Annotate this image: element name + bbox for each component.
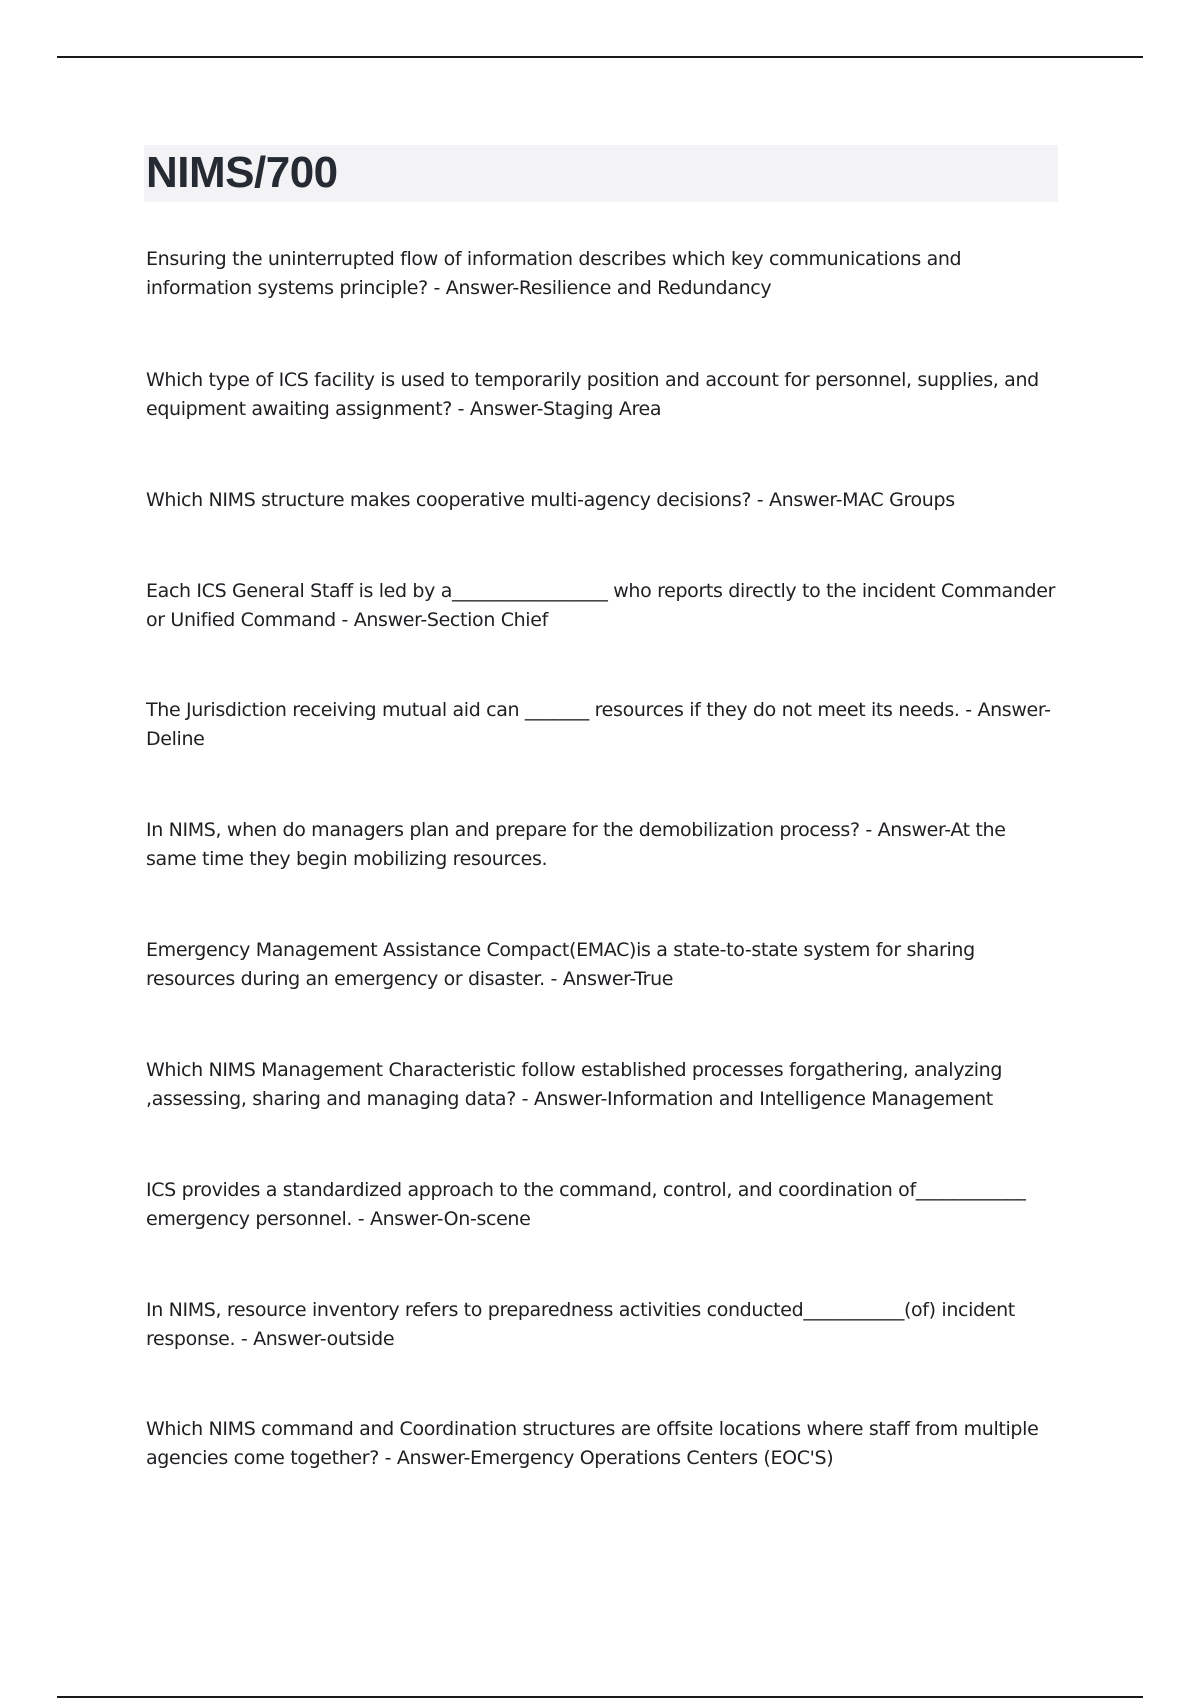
page-title: NIMS/700 [146, 148, 338, 197]
top-divider [57, 56, 1143, 58]
qa-item-5: The Jurisdiction receiving mutual aid can _______ resources if they do not meet its needs. - Answer-Deline [146, 699, 1051, 750]
qa-item-2: Which type of ICS facility is used to temporarily position and account for personnel, supplies, and equipment awaiting assignment? - Answer-Staging Area [146, 369, 1039, 420]
qa-item-1: Ensuring the uninterrupted flow of information describes which key communications and information systems principle? - Answer-Resilience and Redundancy [146, 248, 962, 299]
qa-item-3: Which NIMS structure makes cooperative multi-agency decisions? - Answer-MAC Groups [146, 489, 955, 511]
qa-item-10: In NIMS, resource inventory refers to preparedness activities conducted___________(of) incident response. - Answer-outside [146, 1299, 1015, 1350]
qa-item-8: Which NIMS Management Characteristic follow established processes forgathering, analyzing ,assessing, sharing and managing data? - Answer-Information and Intelligence Management [146, 1059, 1003, 1110]
qa-item-11: Which NIMS command and Coordination structures are offsite locations where staff from multiple agencies come together? - Answer-Emergency Operations Centers (EOC'S) [146, 1418, 1039, 1469]
bottom-divider [57, 1696, 1143, 1698]
qa-item-4: Each ICS General Staff is led by a_________________ who reports directly to the incident Commander or Unified Command - Answer-Section Chief [146, 580, 1056, 631]
qa-item-7: Emergency Management Assistance Compact(EMAC)is a state-to-state system for sharing resources during an emergency or disaster. - Answer-True [146, 939, 975, 990]
qa-item-6: In NIMS, when do managers plan and prepare for the demobilization process? - Answer-At the same time they begin mobilizing resources. [146, 819, 1006, 870]
qa-item-9: ICS provides a standardized approach to the command, control, and coordination of____________ emergency personnel. - Answer-On-scene [146, 1179, 1026, 1230]
